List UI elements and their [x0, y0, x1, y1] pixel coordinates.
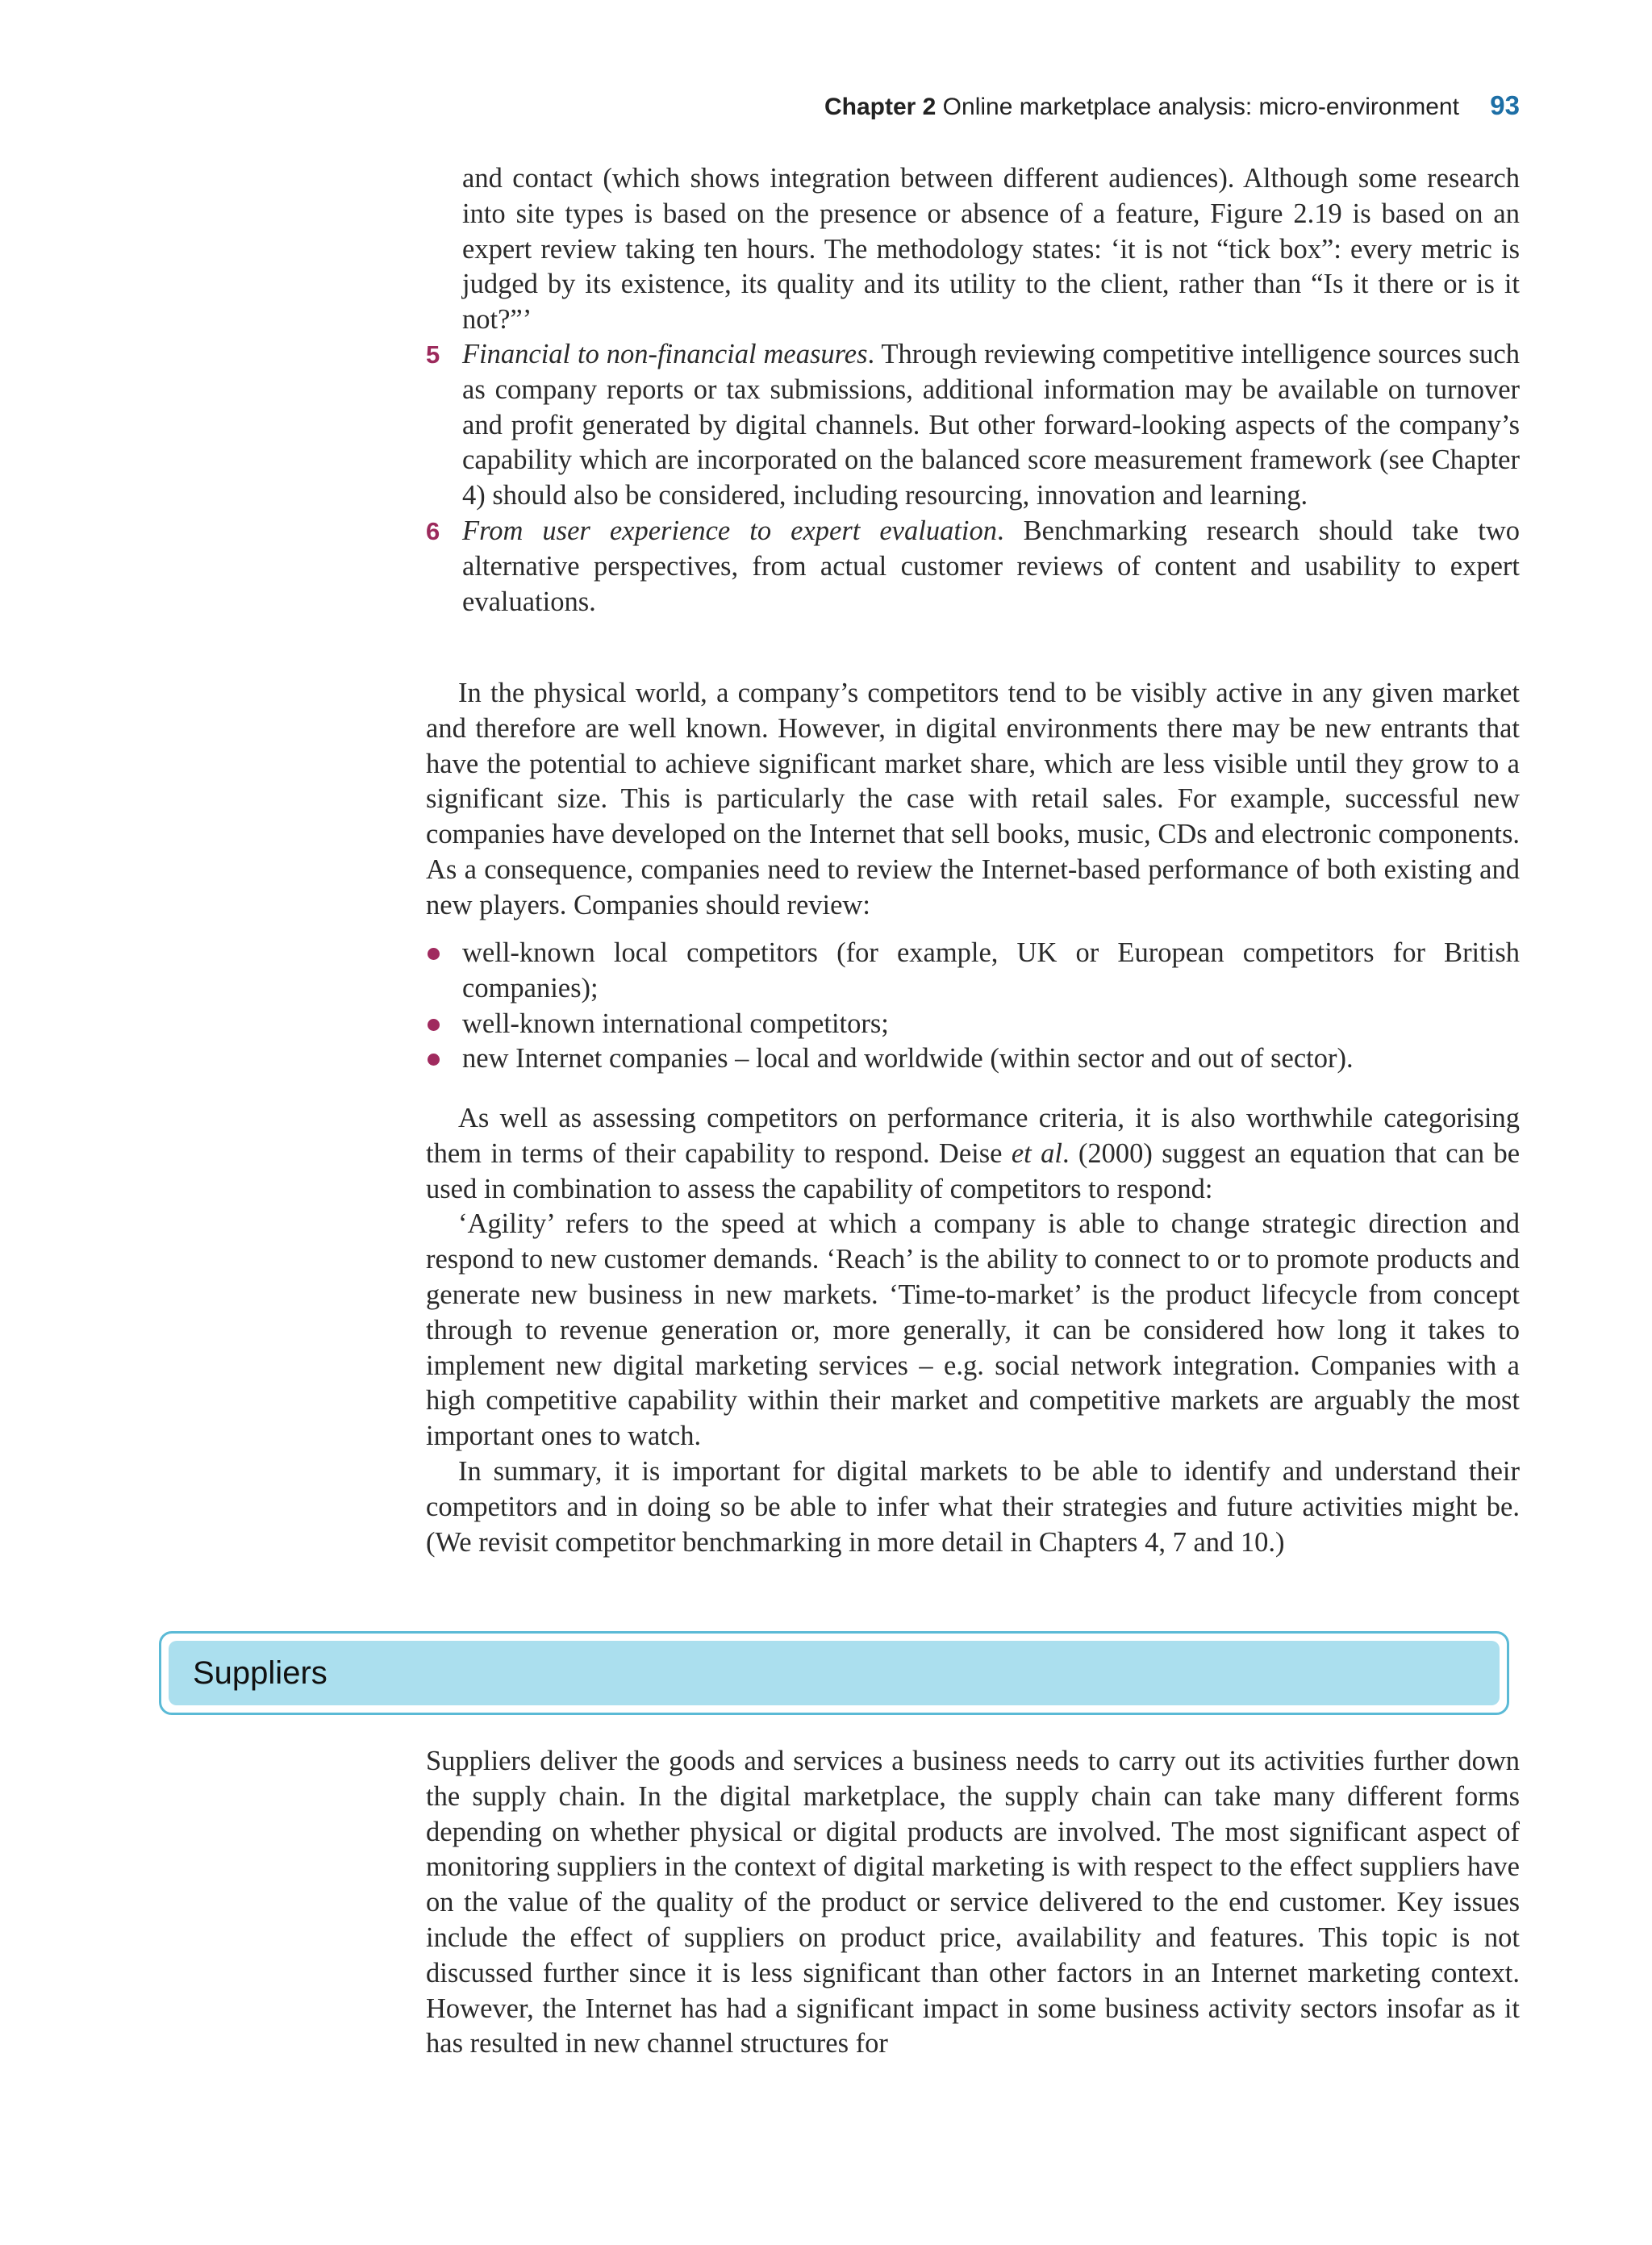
paragraph-summary: In summary, it is important for digital markets to be able to identify and understand their competitors and in doing so be able to infer what their strategies and future activities might be. (We revisit competitor benchmarking in more detail in Chapters 4, 7 and 10.): [426, 1455, 1520, 1558]
bullet-item: [426, 936, 1520, 1007]
item-title: From user experience to expert evaluation: [462, 515, 997, 546]
item-text: . Benchmarking research should take two alternative perspectives, from actual customer reviews of content and usability to expert evaluations.: [462, 515, 1520, 617]
continued-paragraph: and contact (which shows integration between different audiences). Although some research into site types is based on the presence or absence of a feature, Figure 2.19 is based on an expert review taking ten hours. The methodology states: ‘it is not “tick box”: every metric is judged by its existence, its quality and its utility to the client, rather than “Is it there or is it not?”’: [462, 163, 1520, 336]
paragraph-agility: ‘Agility’ refers to the speed at which a company is able to change strategic direction and respond to new customer demands. ‘Reach’ is the ability to connect to or to promote products and generate new business in new markets. ‘Time-to-market’ is the product lifecycle from concept through to revenue generation or, more generally, it can be considered how long it takes to implement new digital marketing services – e.g. social network integration. Companies with a high competitive capability within their market and competitive markets are arguably the most important ones to watch.: [426, 1208, 1520, 1452]
capability-text-before: As well as assessing competitors on performance criteria, it is also worthwhile categorising them in terms of their capability to respond. Deise: [426, 1103, 1520, 1169]
section-title: Suppliers: [193, 1655, 327, 1691]
bullet-dot-icon: [428, 1019, 440, 1031]
physical-world-block: [426, 676, 1520, 924]
bullet-dot-icon: [428, 948, 440, 960]
bullet-list: [426, 936, 1520, 1077]
chapter-title: Online marketplace analysis: micro-environment: [942, 94, 1459, 120]
running-header: [0, 90, 1520, 121]
capability-block: [426, 1101, 1520, 1560]
continued-list-text: [462, 161, 1520, 338]
paragraph-physical-world: In the physical world, a company’s competitors tend to be visibly active in any given market and therefore are well known. However, in digital environments there may be new entrants that have the potential to achieve significant market share, which are less visible until they grow to a significant size. This is particularly the case with retail sales. For example, successful new companies have developed on the Internet that sell books, music, CDs and electronic components. As a consequence, companies need to review the Internet-based performance of both existing and new players. Companies should review:: [426, 678, 1520, 920]
numbered-item: [426, 514, 1520, 620]
item-number: 5: [426, 340, 440, 369]
numbered-item: [426, 337, 1520, 514]
item-text: . Through reviewing competitive intelligence sources such as company reports or tax submissions, additional information may be available on turnover and profit generated by digital channels. But other forward-looking aspects of the company’s capability which are incorporated on the balanced score measurement framework (see Chapter 4) should also be considered, including resourcing, innovation and learning.: [462, 339, 1520, 511]
section-heading-band: [169, 1641, 1500, 1705]
bullet-dot-icon: [428, 1054, 440, 1066]
suppliers-block: [426, 1744, 1520, 2062]
bullet-item: [426, 1041, 1520, 1077]
section-heading-box: [159, 1631, 1509, 1715]
bullet-text: well-known international competitors;: [462, 1008, 889, 1039]
paragraph-suppliers: Suppliers deliver the goods and services a business needs to carry out its activities further down the supply chain. In the digital marketplace, the supply chain can take many different forms depending on whether physical or digital products are involved. The most significant aspect of monitoring suppliers in the context of digital marketing is with respect to the effect suppliers have on the value of the quality of the product or service delivered to the end customer. Key issues include the effect of suppliers on product price, availability and features. This topic is not discussed further since it is less significant than other factors in an Internet marketing context. However, the Internet has had a significant impact in some business activity sectors insofar as it has resulted in new channel structures for: [426, 1746, 1520, 2059]
item-number: 6: [426, 516, 440, 545]
bullet-text: well-known local competitors (for example, UK or European competitors for British companies);: [462, 937, 1520, 1004]
bullet-text: new Internet companies – local and worldwide (within sector and out of sector).: [462, 1043, 1354, 1075]
bullet-item: [426, 1007, 1520, 1042]
capability-text-italic: et al: [1011, 1137, 1062, 1169]
chapter-label: Chapter 2: [824, 94, 937, 120]
capability-text-after: . (2000) suggest an equation that can be used in combination to assess the capability of competitors to respond:: [426, 1137, 1521, 1204]
numbered-list: [426, 337, 1520, 620]
item-title: Financial to non-financial measures: [462, 339, 868, 369]
page-number: 93: [1490, 90, 1520, 120]
paragraph-capability: [426, 1101, 1520, 1207]
